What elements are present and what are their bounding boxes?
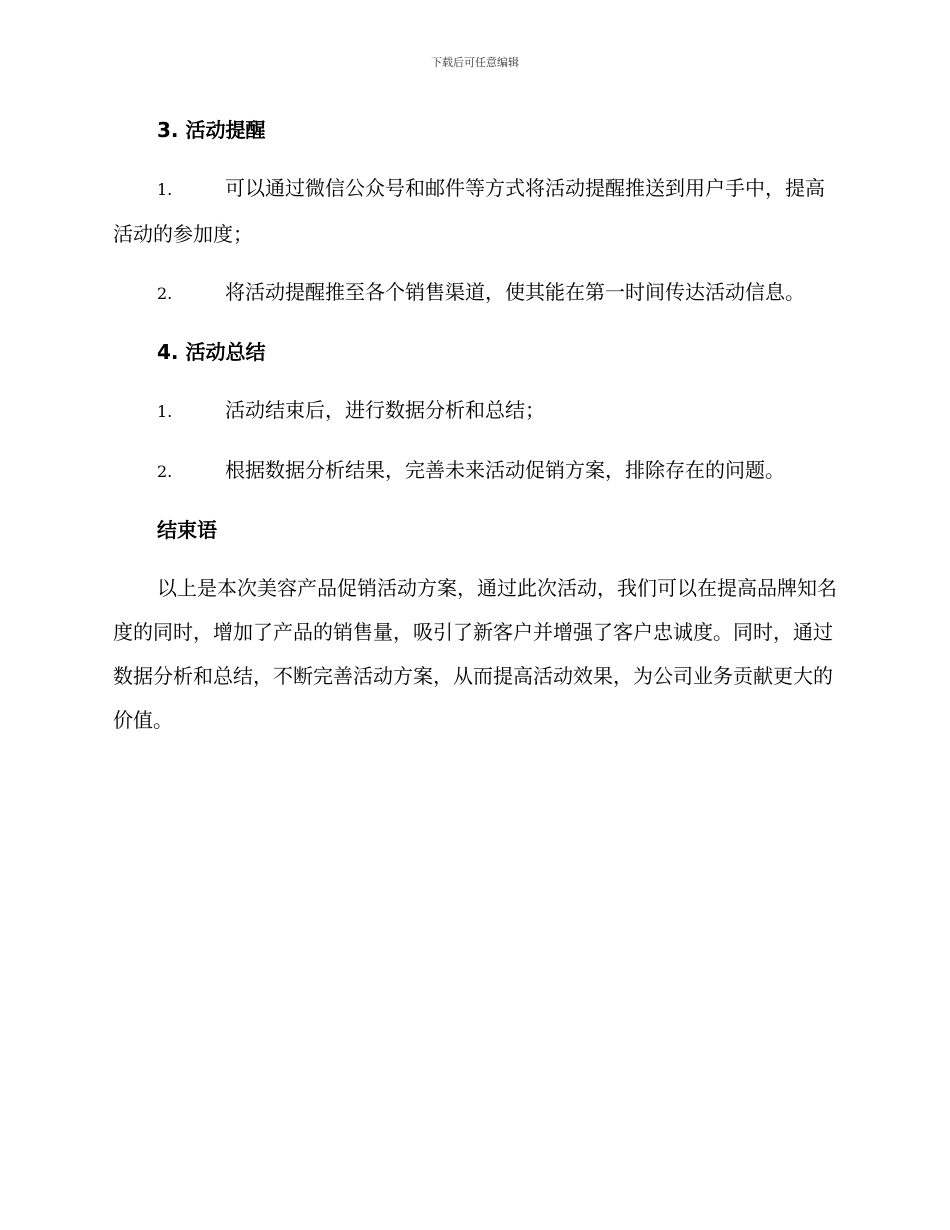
list-number: 2. xyxy=(157,284,173,303)
list-item xyxy=(113,388,843,434)
list-number: 1. xyxy=(157,180,173,199)
list-number: 1. xyxy=(157,402,173,421)
list-item xyxy=(113,448,843,494)
list-number: 2. xyxy=(157,462,173,481)
list-item-text: 可以通过微信公众号和邮件等方式将活动提醒推送到用户手中，提高活动的参加度； xyxy=(113,176,825,246)
list-item-text: 根据数据分析结果，完善未来活动促销方案，排除存在的问题。 xyxy=(225,458,785,482)
section-heading-reminder: 3. 活动提醒 xyxy=(157,118,266,142)
list-item-text: 活动结束后，进行数据分析和总结； xyxy=(225,398,545,422)
document-body xyxy=(113,108,843,742)
list-item xyxy=(113,270,843,316)
section-heading-summary: 4. 活动总结 xyxy=(157,340,266,364)
section-heading-conclusion: 结束语 xyxy=(157,518,217,542)
list-item-text: 将活动提醒推至各个销售渠道，使其能在第一时间传达活动信息。 xyxy=(225,280,805,304)
list-item xyxy=(113,166,843,256)
page-header: 下载后可任意编辑 xyxy=(431,56,519,69)
conclusion-paragraph: 以上是本次美容产品促销活动方案，通过此次活动，我们可以在提高品牌知名度的同时，增加了产品的销售量，吸引了新客户并增强了客户忠诚度。同时，通过数据分析和总结，不断完善活动方案，从而提高活动效果，为公司业务贡献更大的价值。 xyxy=(113,576,837,732)
